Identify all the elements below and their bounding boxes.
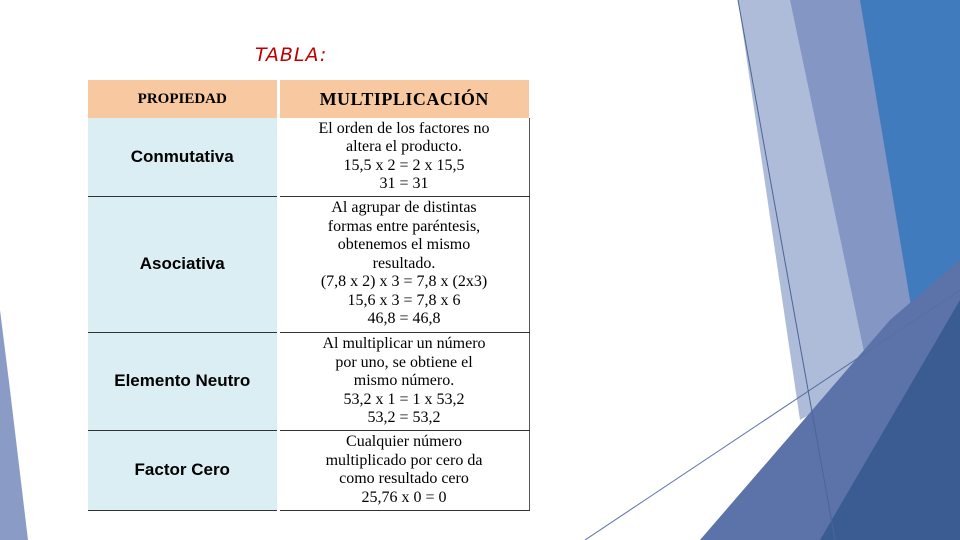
table-row xyxy=(88,430,529,510)
column-header-property: PROPIEDAD xyxy=(88,80,278,118)
property-name: Elemento Neutro xyxy=(88,332,278,430)
property-description xyxy=(278,118,529,196)
description-line: 53,2 x 1 = 1 x 53,2 xyxy=(343,390,465,408)
table-row xyxy=(88,332,529,430)
description-line: 53,2 = 53,2 xyxy=(367,409,441,427)
property-name: Conmutativa xyxy=(88,118,278,196)
property-name: Asociativa xyxy=(88,196,278,332)
description-line: mismo número. xyxy=(353,372,455,390)
description-line: (7,8 x 2) x 3 = 7,8 x (2x3) xyxy=(320,273,488,291)
property-description xyxy=(278,430,529,510)
description-line: como resultado cero xyxy=(339,470,469,488)
slide-title: TABLA: xyxy=(255,44,328,66)
description-line: por uno, se obtiene el xyxy=(335,353,473,371)
description-line: El orden de los factores no xyxy=(318,119,490,137)
left-edge-shape xyxy=(0,310,28,540)
description-line: resultado. xyxy=(372,254,436,272)
description-line: altera el producto. xyxy=(346,138,462,156)
description-line: multiplicado por cero da xyxy=(325,451,483,469)
description-line: 31 = 31 xyxy=(379,175,429,193)
column-header-multiplication: MULTIPLICACIÓN xyxy=(278,80,529,118)
description-line: 46,8 = 46,8 xyxy=(367,310,441,328)
description-line: Al multiplicar un número xyxy=(322,335,486,353)
description-line: 15,6 x 3 = 7,8 x 6 xyxy=(347,291,461,309)
property-description xyxy=(278,196,529,332)
property-description xyxy=(278,332,529,430)
table-row xyxy=(88,196,529,332)
description-line: 25,76 x 0 = 0 xyxy=(361,488,447,506)
description-line: Al agrupar de distintas xyxy=(331,199,477,217)
description-line: formas entre paréntesis, xyxy=(327,217,481,235)
description-line: Cualquier número xyxy=(346,433,462,451)
property-name: Factor Cero xyxy=(88,430,278,510)
table-row xyxy=(88,118,529,196)
table-header-row xyxy=(88,80,529,118)
description-line: 15,5 x 2 = 2 x 15,5 xyxy=(343,156,465,174)
description-line: obtenemos el mismo xyxy=(337,236,471,254)
properties-table xyxy=(88,80,530,511)
